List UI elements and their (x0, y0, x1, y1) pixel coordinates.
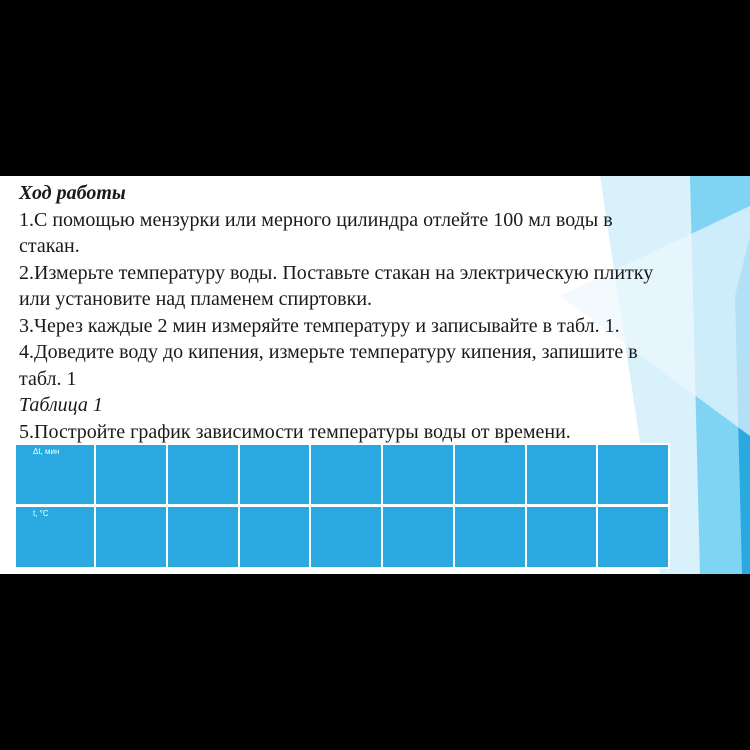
table-cell[interactable] (454, 444, 526, 506)
table-cell[interactable] (239, 506, 311, 569)
step-2-line-1: 2.Измерьте температуру воды. Поставьте стакан на электрическую плитку (19, 261, 654, 284)
step-2-line-2: или установите над пламенем спиртовки. (19, 288, 373, 310)
step-4-line-1: 4.Доведите воду до кипения, измерьте температуру кипения, запишите в (19, 341, 638, 363)
table-cell[interactable] (167, 506, 239, 569)
table-cell[interactable] (167, 444, 239, 506)
step-1-line-2: стакан. (19, 235, 80, 257)
step-4-line-2: табл. 1 (19, 367, 77, 390)
step-3-line: 3.Через каждые 2 мин измеряйте температуру и записывайте в табл. 1. (19, 314, 620, 337)
slide (0, 176, 750, 574)
table-cell[interactable] (310, 444, 382, 506)
table-row-time (15, 444, 669, 506)
table-cell-time-label (15, 444, 95, 506)
table-cell-temperature-label (15, 506, 95, 569)
time-label: Δt, мин (33, 447, 60, 456)
heading: Ход работы (19, 182, 126, 204)
table-cell[interactable] (597, 506, 669, 569)
step-1-line-1: 1.С помощью мензурки или мерного цилиндра отлейте 100 мл воды в (19, 208, 613, 231)
measurement-table (14, 443, 670, 569)
table-cell[interactable] (382, 506, 454, 569)
temperature-label: t, °C (33, 509, 49, 518)
table-cell[interactable] (597, 444, 669, 506)
table-row-temperature (15, 506, 669, 569)
table-caption: Таблица 1 (19, 394, 103, 416)
table-cell[interactable] (526, 506, 598, 569)
table-cell[interactable] (95, 506, 167, 569)
table-cell[interactable] (310, 506, 382, 569)
measurement-table-wrap (14, 443, 670, 566)
instructions (19, 180, 729, 445)
table-cell[interactable] (95, 444, 167, 506)
table-cell[interactable] (526, 444, 598, 506)
table-cell[interactable] (454, 506, 526, 569)
table-cell[interactable] (239, 444, 311, 506)
step-5-line: 5.Постройте график зависимости температуры воды от времени. (19, 420, 571, 443)
table-cell[interactable] (382, 444, 454, 506)
